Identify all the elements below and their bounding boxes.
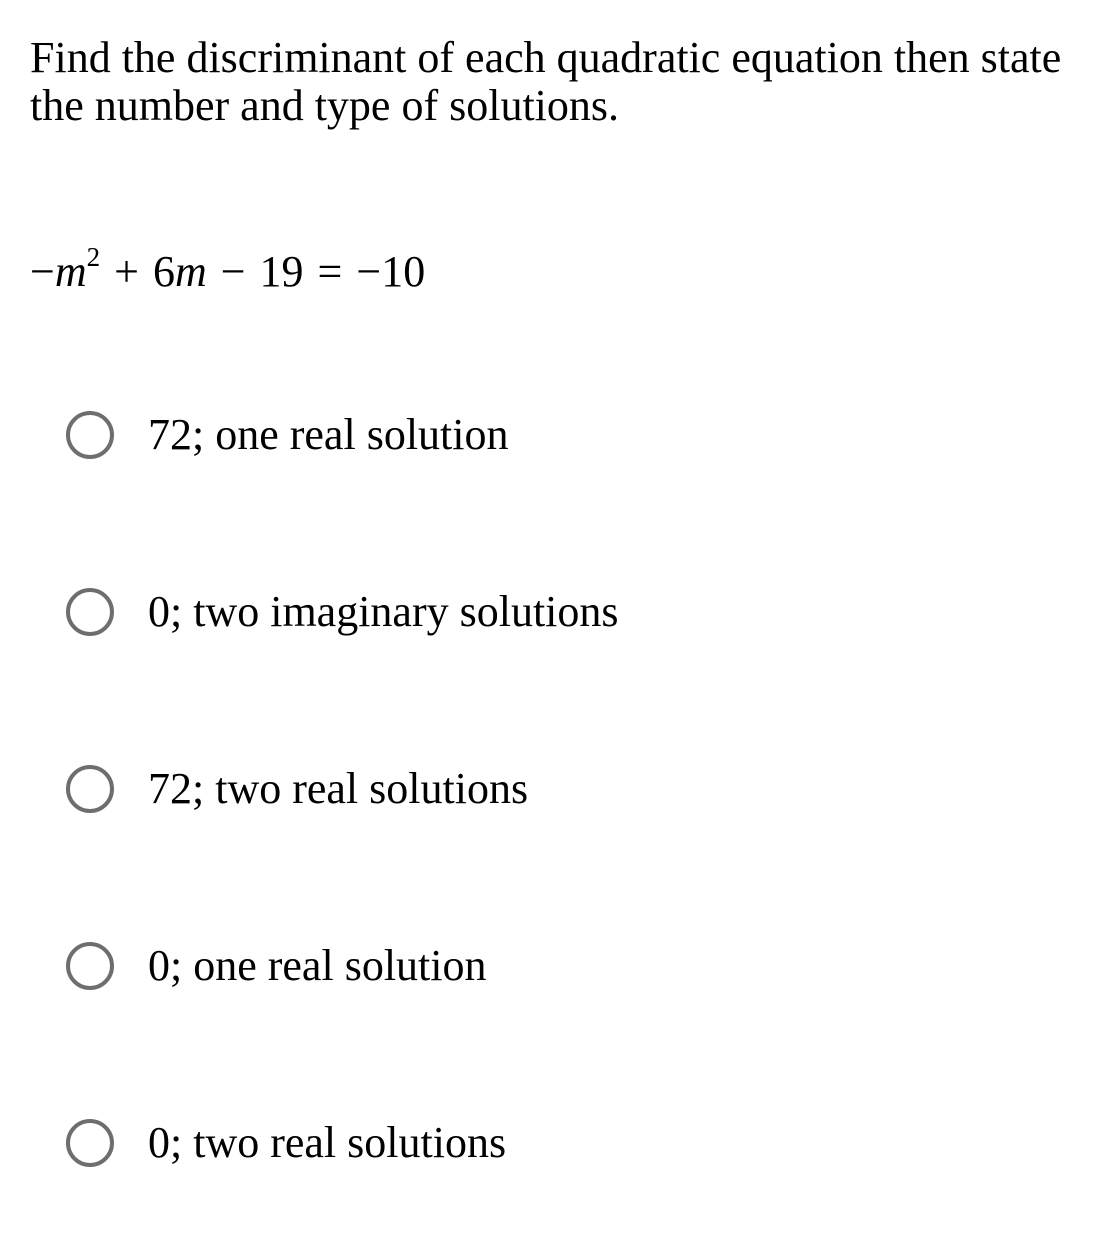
answer-option-label: 0; two real solutions <box>148 1118 507 1167</box>
radio-button-icon[interactable] <box>66 1119 114 1167</box>
question-prompt: Find the discriminant of each quadratic equation then state the number and type of solutions. <box>30 33 1062 130</box>
equation-plus: + <box>114 247 139 296</box>
answer-option-5[interactable] <box>66 1111 506 1175</box>
equation-rhs: −10 <box>356 247 426 296</box>
quadratic-equation <box>30 244 425 300</box>
radio-button-icon[interactable] <box>66 765 114 813</box>
equation-coefficient: 6 <box>152 247 175 296</box>
answer-option-4[interactable] <box>66 934 487 998</box>
equation-lead-sign: − <box>30 247 55 296</box>
answer-option-label: 0; one real solution <box>148 941 487 990</box>
equation-variable: m <box>54 247 87 296</box>
equation-equals: = <box>317 247 343 296</box>
answer-option-3[interactable] <box>66 757 528 821</box>
answer-option-label: 0; two imaginary solutions <box>148 587 619 636</box>
answer-option-2[interactable] <box>66 580 619 644</box>
radio-button-icon[interactable] <box>66 588 114 636</box>
answer-option-1[interactable] <box>66 403 509 467</box>
equation-variable-linear: m <box>174 247 207 296</box>
equation-constant: 19 <box>259 247 304 296</box>
radio-button-icon[interactable] <box>66 411 114 459</box>
answer-option-label: 72; two real solutions <box>148 764 529 813</box>
radio-button-icon[interactable] <box>66 942 114 990</box>
equation-exponent: 2 <box>86 242 101 273</box>
answer-option-label: 72; one real solution <box>148 410 509 459</box>
equation-minus: − <box>220 247 246 296</box>
